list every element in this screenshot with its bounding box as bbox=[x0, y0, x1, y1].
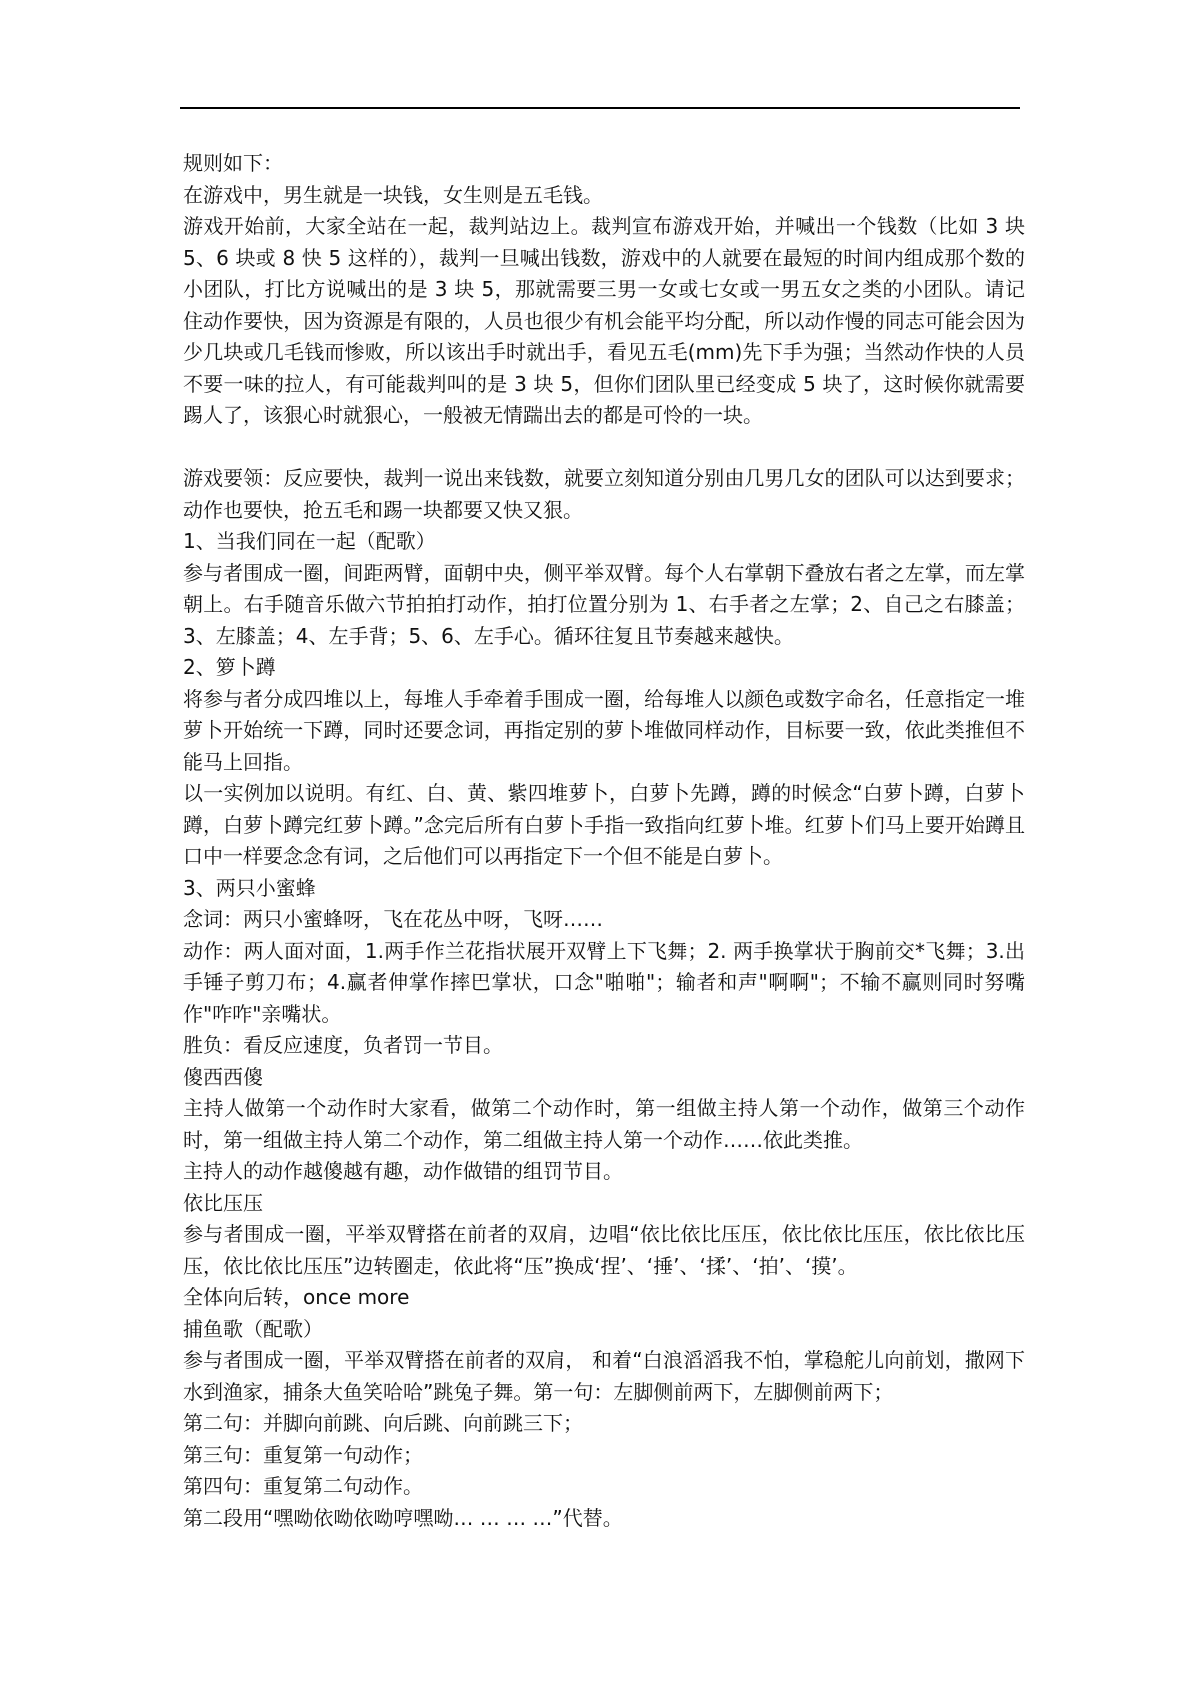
paragraph-together-rules: 参与者围成一圈，间距两臂，面朝中央，侧平举双臂。每个人右掌朝下叠放右者之左掌，而左掌朝上。右手随音乐做六节拍拍打动作，拍打位置分别为 1、右手者之左掌；2、自己之右膝盖；3、左膝盖；4、左手背；5、6、左手心。循环往复且节奏越来越快。 bbox=[183, 560, 1025, 648]
section-heading-yibi: 依比压压 bbox=[183, 1190, 263, 1215]
paragraph-game-tips: 游戏要领：反应要快，裁判一说出来钱数，就要立刻知道分别由几男几女的团队可以达到要求；动作也要快，抢五毛和踢一块都要又快又狠。 bbox=[183, 466, 1025, 522]
paragraph-rules-values: 在游戏中，男生就是一块钱，女生则是五毛钱。 bbox=[183, 182, 603, 207]
paragraph-bees-chant: 念词：两只小蜜蜂呀，飞在花丛中呀，飞呀…… bbox=[183, 907, 603, 931]
section-heading-together: 1、当我们同在一起（配歌） bbox=[183, 529, 436, 553]
paragraph-radish-example: 以一实例加以说明。有红、白、黄、紫四堆萝卜，白萝卜先蹲，蹲的时候念“白萝卜蹲，白萝卜蹲，白萝卜蹲完红萝卜蹲。”念完后所有白萝卜手指一致指向红萝卜堆。红萝卜们马上要开始蹲且口中一样要念念有词，之后他们可以再指定下一个但不能是白萝卜。 bbox=[183, 781, 1025, 868]
paragraph-fishing-line2: 第二句：并脚向前跳、向后跳、向前跳三下； bbox=[183, 1411, 583, 1435]
header-rule bbox=[180, 107, 1020, 109]
section-heading-bees: 3、两只小蜜蜂 bbox=[183, 875, 316, 900]
paragraph-silly-penalty: 主持人的动作越傻越有趣，动作做错的组罚节目。 bbox=[183, 1159, 623, 1183]
paragraph-fishing-part2: 第二段用“嘿呦依呦依呦哼嘿呦… … … …”代替。 bbox=[183, 1505, 623, 1530]
paragraph-fishing-rules: 参与者围成一圈，平举双臂搭在前者的双肩， 和着“白浪滔滔我不怕，掌稳舵儿向前划，撒网下水到渔家，捕条大鱼笑哈哈”跳兔子舞。第一句：左脚侧前两下，左脚侧前两下； bbox=[183, 1348, 1025, 1404]
paragraph-fishing-line3: 第三句：重复第一句动作； bbox=[183, 1442, 423, 1467]
blank-line bbox=[183, 432, 1025, 464]
paragraph-rules-detail: 游戏开始前，大家全站在一起，裁判站边上。裁判宣布游戏开始，并喊出一个钱数（比如 3 块 5、6 块或 8 快 5 这样的），裁判一旦喊出钱数，游戏中的人就要在最短的时间内组成那个数的小团队，打比方说喊出的是 3 块 5，那就需要三男一女或七女或一男五女之类的小团队。请记住动作要快，因为资源是有限的，人员也很少有机会能平均分配，所以动作慢的同志可能会因为少几块或几毛钱而惨败，所以该出手时就出手，看见五毛(mm)先下手为强；当然动作快的人员不要一味的拉人，有可能裁判叫的是 3 块 5，但你们团队里已经变成 5 块了，这时候你就需要踢人了，该狠心时就狠心，一般被无情踹出去的都是可怜的一块。 bbox=[183, 214, 1025, 427]
paragraph-bees-result: 胜负：看反应速度，负者罚一节目。 bbox=[183, 1033, 503, 1057]
paragraph-fishing-line4: 第四句：重复第二句动作。 bbox=[183, 1474, 423, 1498]
paragraph-yibi-rules: 参与者围成一圈，平举双臂搭在前者的双肩，边唱“依比依比压压，依比依比压压，依比依比压压，依比依比压压”边转圈走，依此将“压”换成‘捏’、‘捶’、‘揉’、‘拍’、‘摸’。 bbox=[183, 1222, 1025, 1278]
paragraph-silly-rules: 主持人做第一个动作时大家看，做第二个动作时，第一组做主持人第一个动作，做第三个动作时，第一组做主持人第二个动作，第二组做主持人第一个动作……依此类推。 bbox=[183, 1096, 1025, 1152]
section-heading-radish: 2、箩卜蹲 bbox=[183, 655, 276, 679]
document-body bbox=[183, 148, 1025, 1534]
paragraph-bees-actions: 动作：两人面对面，1.两手作兰花指状展开双臂上下飞舞；2. 两手换掌状于胸前交*飞舞；3.出手锤子剪刀布；4.赢者伸掌作摔巴掌状，口念"啪啪"；输者和声"啊啊"；不输不赢则同时努嘴作"咋咋"亲嘴状。 bbox=[183, 938, 1025, 1026]
section-heading-fishing: 捕鱼歌（配歌） bbox=[183, 1316, 323, 1341]
paragraph-radish-rules: 将参与者分成四堆以上，每堆人手牵着手围成一圈，给每堆人以颜色或数字命名，任意指定一堆萝卜开始统一下蹲，同时还要念词，再指定别的萝卜堆做同样动作，目标要一致，依此类推但不能马上回指。 bbox=[183, 686, 1025, 774]
paragraph-rules-heading: 规则如下： bbox=[183, 151, 283, 175]
section-heading-silly: 傻西西傻 bbox=[183, 1064, 263, 1089]
paragraph-yibi-turn: 全体向后转，once more bbox=[183, 1285, 410, 1309]
